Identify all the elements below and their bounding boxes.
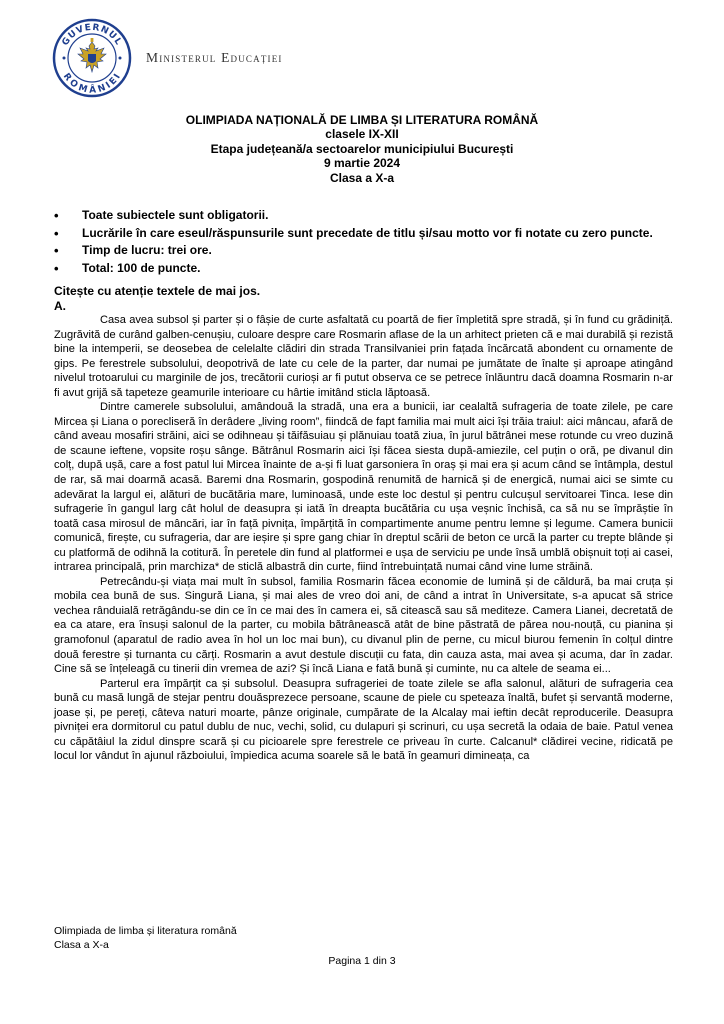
page-number: Pagina 1 din 3: [328, 955, 396, 967]
literary-text: [54, 313, 673, 764]
title-line-date: 9 martie 2024: [323, 156, 401, 171]
title-line-stage: Etapa județeană/a sectoarelor municipiului București: [210, 141, 514, 156]
instruction-block: [54, 284, 260, 313]
instruction-text: Citește cu atenție textele de mai jos.: [54, 284, 261, 298]
paragraph: Petrecându-și viața mai mult în subsol, familia Rosmarin făcea economie de lumină și de căldură, ba mai cruța și mobila cea bună de sus. Singură Liana, și mai ales de vreo doi ani, de când a intrat în Universitate, s-a apucat să strice vechea rânduială retrăgându-se din ce în ce mai des în camera ei, să citească sau să mediteze. Camera Lianei, decretată de ea ca atare, era însuși salonul de la parter, cu mobila bătrânească atât de bine păstrată de părea nou-nouță, cu pianina și gramofonul (aparatul de radio avea în hol un loc mai bun), cu divanul plin de perne, cu micul biurou femenin în colțul dintre două ferestre și turnanta cu cărți. Rosmarin a avut destule discuții cu fata, din cauza asta, mai avea și acuma, dar în zadar. Cine să se înțeleagă cu tinerii din vremea de azi? Și încă Liana e fată bună și cuminte, nu ca altele de seama ei...: [54, 575, 673, 676]
section-label: A.: [54, 298, 66, 313]
government-emblem-icon: [52, 18, 132, 98]
document-title: [0, 113, 724, 185]
rule-item: • Toate subiectele sunt obligatorii.: [54, 207, 694, 225]
title-line-class: Clasa a X-a: [329, 170, 395, 185]
rule-item: • Lucrările în care eseul/răspunsurile sunt precedate de titlu și/sau motto vor fi notate cu zero puncte.: [54, 225, 694, 243]
rule-item: • Total: 100 de puncte.: [54, 260, 694, 278]
title-line-olympiad: OLIMPIADA NAȚIONALĂ DE LIMBA ȘI LITERATURA ROMÂNĂ: [185, 113, 539, 127]
exam-rules-list: [54, 207, 694, 277]
paragraph: Dintre camerele subsolului, amândouă la stradă, una era a bunicii, iar cealaltă sufrageria de toate zilele, pe care Mircea și Liana o porecliseră în derâdere „living room”, fiindcă de fapt familia mai mult aici își trăia traiul: aici mâncau, afară de când aveau mosafiri străini, aici se odihneau și tăifăsuiau și plănuiau toată ziua, în jurul bătrânei mese rotunde cu vreo duzină de scaune ieftene, vopsite roșu sânge. Bătrânul Rosmarin aici își făcea siesta după-amiezile, cel puțin o oră, pe divanul din colț, după ușă, care a fost patul lui Mircea înainte de a-și fi luat garsoniera în oraș și mai era și acum când se întâmpla, destul de rar, să mai doarmă acasă. Baremi dna Rosmarin, gospodină renumită de harnică și de energică, numai aici se simte cu adevărat la largul ei, alături de bucătăria mare, luminoasă, unde este loc destul și pentru culcușul servitoarei Tinca. Iese din sufragerie în gangul larg cât holul de deasupra și iată în dreapta bucătăria cu ușa veșnic închisă, ca să nu se împrăștie în toată casa mirosul de mâncări, iar în față pivnița, împărțită în compartimente anume pentru lemne și legume. Camera bunicii comunică, firește, cu sufrageria, dar are ieșire și spre gang chiar în dreptul scării de beton ce urcă la parter cu trepte blânde și cu platformă de odihnă la cotitură. În peretele din fund al platformei e ușa de serviciu pe unde însă umblă obișnuit toți ai casei, intrarea principală, prin marchiza* de sticlă albastră din curte, fiind întrebuințată numai când vine lume străină.: [54, 401, 673, 574]
emblem-text-bottom: ROMÂNIEI: [60, 71, 124, 96]
title-line-grades: clasele IX-XII: [325, 127, 399, 142]
emblem-text-top: GUVERNUL: [60, 22, 124, 48]
eagle-icon: [78, 38, 106, 72]
paragraph: Parterul era împărțit ca și subsolul. Deasupra sufrageriei de toate zilele se afla salonul, alături de sufrageria cea bună cu masă lungă de stejar pentru douăsprezece persoane, scaune de piele cu speteaza înaltă, bufet și servantă moderne, joase și, pe pereți, câteva naturi moarte, pânze originale, cumpărate de la Alcalay mai ieftin decât reproducerile. Deasupra pivniței era dormitorul cu patul dublu de nuc, vechi, solid, cu dulapuri și scrinuri, cu ușa secretă la odaia de baie. Patul venea cu căpătâiul la zidul dinspre scară și cu picioarele spre ferestrele ce priveau în curte. Calcanul* clădirei vecine, ridicată pe locul lor vândut în ajunul războiului, împiedica acuma soarele să le bată în geamuri dimineața, ca: [54, 677, 673, 763]
svg-text:ROMÂNIEI: [61, 72, 124, 96]
page-footer: [54, 924, 237, 952]
paragraph: Casa avea subsol și parter și o fâșie de curte asfaltată cu poartă de fier împletită spre stradă, și în fund cu grădiniță. Zugrăvită de curând galben-cenușiu, culoare despre care Rosmarin aflase de la un arhitect prieten că e mai durabilă și rezistă bine la intemperii, se deosebea de celelalte clădiri din strada Transilvaniei prin fațada încărcată abondent cu ornamente de gips. Pe ferestrele subsolului, deopotrivă de late cu cele de la parter, dar numai pe jumătate de înalte și aproape atingând nivelul trotoarului cu marginile de jos, trecătorii curioși ar fi putut observa ce se petrece înlăuntru dacă doamna Rosmarin n-ar fi avut grijă să tapeteze geamurile interioare cu hârtie imitând sticla lăptoasă.: [54, 314, 673, 399]
rule-item: • Timp de lucru: trei ore.: [54, 242, 694, 260]
footer-olympiad: Olimpiada de limba și literatura română: [54, 925, 237, 937]
page-header: [52, 18, 283, 98]
footer-class: Clasa a X-a: [54, 939, 109, 951]
ministry-name: Ministerul Educației: [146, 50, 283, 65]
